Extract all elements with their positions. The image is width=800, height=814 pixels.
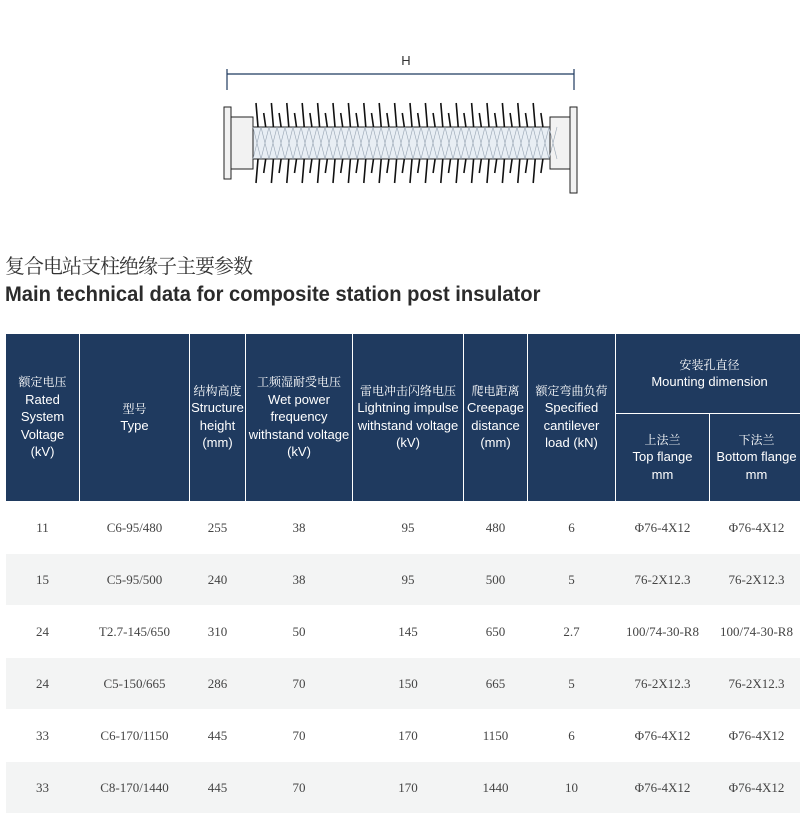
cell-type: T2.7-145/650 [80, 606, 190, 658]
cell-creepage: 480 [464, 502, 528, 554]
right-flange [570, 107, 577, 193]
cell-top-flange: Φ76-4X12 [616, 762, 710, 814]
cell-top-flange: Φ76-4X12 [616, 502, 710, 554]
cell-type: C8-170/1440 [80, 762, 190, 814]
cell-wet-power: 70 [246, 710, 353, 762]
cell-creepage: 500 [464, 554, 528, 606]
header-bottom-flange: 下法兰 Bottom flange mm [710, 414, 800, 502]
cell-wet-power: 50 [246, 606, 353, 658]
core-rod [253, 127, 550, 159]
cell-type: C6-95/480 [80, 502, 190, 554]
header-structure-height: 结构高度 Structure height (mm) [190, 334, 246, 502]
cell-cantilever-load: 10 [528, 762, 616, 814]
cell-type: C5-95/500 [80, 554, 190, 606]
page-title-en: Main technical data for composite station post insulator [5, 283, 540, 307]
insulator-diagram [220, 45, 590, 200]
cell-rated-voltage: 15 [6, 554, 80, 606]
cell-cantilever-load: 6 [528, 710, 616, 762]
cell-bottom-flange: Φ76-4X12 [710, 762, 800, 814]
cell-bottom-flange: Φ76-4X12 [710, 710, 800, 762]
cell-structure-height: 445 [190, 762, 246, 814]
left-flange [224, 107, 231, 179]
cell-lightning-impulse: 95 [353, 554, 464, 606]
cell-wet-power: 70 [246, 658, 353, 710]
header-creepage: 爬电距离 Creepage distance (mm) [464, 334, 528, 502]
cell-bottom-flange: Φ76-4X12 [710, 502, 800, 554]
cell-creepage: 1440 [464, 762, 528, 814]
cell-top-flange: 100/74-30-R8 [616, 606, 710, 658]
table-row [6, 658, 800, 710]
header-rated-voltage: 额定电压 Rated System Voltage (kV) [6, 334, 80, 502]
cell-rated-voltage: 11 [6, 502, 80, 554]
cell-structure-height: 286 [190, 658, 246, 710]
cell-type: C6-170/1150 [80, 710, 190, 762]
left-flange-collar [231, 117, 253, 169]
cell-rated-voltage: 24 [6, 606, 80, 658]
technical-data-table [5, 333, 800, 814]
cell-structure-height: 445 [190, 710, 246, 762]
cell-rated-voltage: 33 [6, 762, 80, 814]
cell-creepage: 650 [464, 606, 528, 658]
cell-wet-power: 38 [246, 502, 353, 554]
cell-top-flange: Φ76-4X12 [616, 710, 710, 762]
header-wet-power: 工频湿耐受电压 Wet power frequency withstand voltage (kV) [246, 334, 353, 502]
cell-structure-height: 255 [190, 502, 246, 554]
table-row [6, 502, 800, 554]
cell-lightning-impulse: 145 [353, 606, 464, 658]
cell-lightning-impulse: 95 [353, 502, 464, 554]
cell-top-flange: 76-2X12.3 [616, 554, 710, 606]
cell-lightning-impulse: 170 [353, 762, 464, 814]
cell-cantilever-load: 5 [528, 554, 616, 606]
table-row [6, 710, 800, 762]
cell-lightning-impulse: 150 [353, 658, 464, 710]
cell-type: C5-150/665 [80, 658, 190, 710]
cell-bottom-flange: 76-2X12.3 [710, 554, 800, 606]
cell-wet-power: 38 [246, 554, 353, 606]
table-row [6, 762, 800, 814]
cell-bottom-flange: 76-2X12.3 [710, 658, 800, 710]
cell-rated-voltage: 33 [6, 710, 80, 762]
header-cantilever-load: 额定弯曲负荷 Specified cantilever load (kN) [528, 334, 616, 502]
header-type: 型号 Type [80, 334, 190, 502]
dimension-label: H [401, 53, 410, 68]
cell-wet-power: 70 [246, 762, 353, 814]
insulator-body [224, 103, 577, 193]
header-top-flange: 上法兰 Top flange mm [616, 414, 710, 502]
cell-creepage: 665 [464, 658, 528, 710]
page-title-cn: 复合电站支柱绝缘子主要参数 [5, 250, 252, 279]
cell-lightning-impulse: 170 [353, 710, 464, 762]
cell-creepage: 1150 [464, 710, 528, 762]
cell-structure-height: 240 [190, 554, 246, 606]
cell-rated-voltage: 24 [6, 658, 80, 710]
cell-bottom-flange: 100/74-30-R8 [710, 606, 800, 658]
table-row [6, 606, 800, 658]
table-row [6, 554, 800, 606]
cell-cantilever-load: 2.7 [528, 606, 616, 658]
header-lightning-impulse: 雷电冲击闪络电压 Lightning impulse withstand voltage (kV) [353, 334, 464, 502]
cell-top-flange: 76-2X12.3 [616, 658, 710, 710]
header-mounting-dimension: 安装孔直径 Mounting dimension [616, 334, 800, 414]
cell-cantilever-load: 5 [528, 658, 616, 710]
cell-cantilever-load: 6 [528, 502, 616, 554]
cell-structure-height: 310 [190, 606, 246, 658]
